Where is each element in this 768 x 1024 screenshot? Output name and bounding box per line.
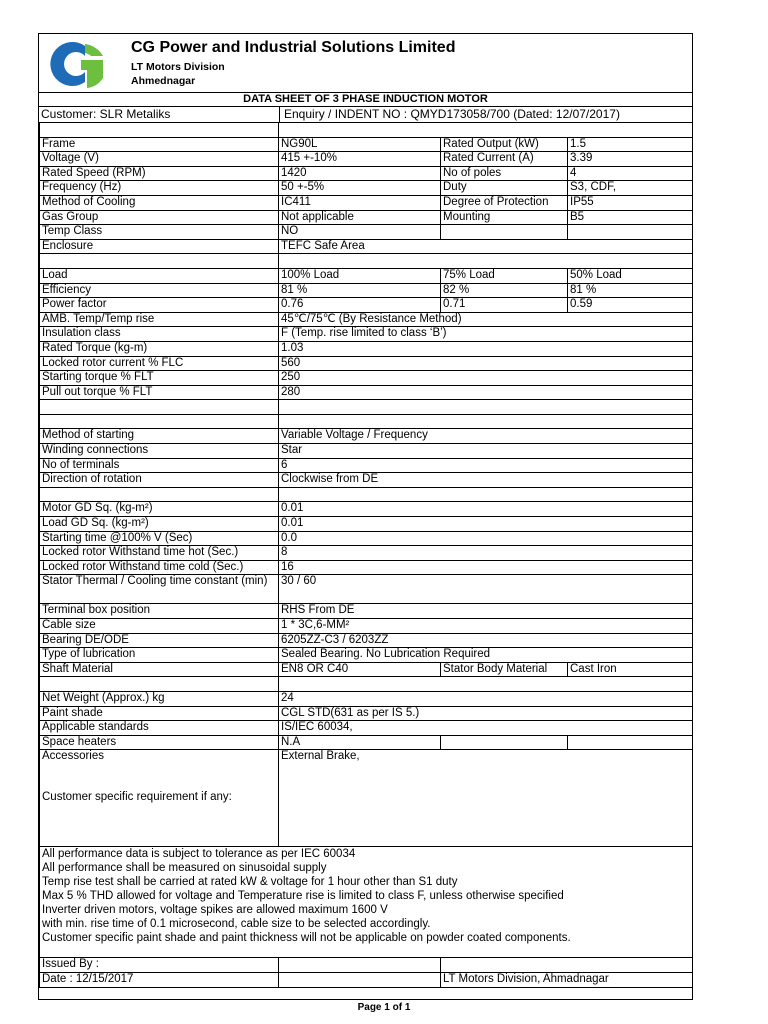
spec-value: 6 — [279, 458, 693, 473]
spec-value: 250 — [279, 371, 693, 386]
spec-value: EN8 OR C40 — [279, 662, 441, 677]
sheet-title: DATA SHEET OF 3 PHASE INDUCTION MOTOR — [39, 92, 692, 107]
blank-cell — [279, 254, 693, 269]
spec-row — [40, 517, 693, 532]
spec-label: Locked rotor Withstand time hot (Sec.) — [40, 546, 279, 561]
spec-row — [40, 225, 693, 240]
spec-label: Method of Cooling — [40, 195, 279, 210]
spec-label-2: 82 % — [441, 283, 568, 298]
spec-value-2: 3.39 — [568, 152, 693, 167]
spec-value: Star — [279, 444, 693, 459]
spec-row — [40, 312, 693, 327]
spec-row — [40, 721, 693, 736]
note-line: Customer specific paint shade and paint thickness will not be applicable on powder coated components. — [42, 932, 571, 945]
blank-cell — [568, 735, 693, 750]
customer-row — [39, 107, 692, 123]
spec-value: 280 — [279, 385, 693, 400]
spec-value: 45℃/75℃ (By Resistance Method) — [279, 312, 693, 327]
spec-label: Rated Torque (kg-m) — [40, 341, 279, 356]
blank-cell — [279, 487, 693, 502]
spec-value: 1420 — [279, 166, 441, 181]
data-sheet — [38, 33, 693, 1000]
spec-value: 81 % — [279, 283, 441, 298]
spec-label-2 — [441, 225, 568, 240]
blank-cell — [279, 123, 693, 138]
enquiry-number: Enquiry / INDENT NO : QMYD173058/700 (Dated: 12/07/2017) — [279, 107, 692, 122]
note-line: All performance shall be measured on sinusoidal supply — [42, 862, 327, 875]
notes-cell — [40, 847, 693, 958]
spec-value: CGL STD(631 as per IS 5.) — [279, 706, 693, 721]
division-name: LT Motors Division — [131, 61, 225, 73]
spec-value: 16 — [279, 560, 693, 575]
spec-row — [40, 619, 693, 634]
blank-cell — [40, 123, 279, 138]
spec-label: Frequency (Hz) — [40, 181, 279, 196]
spec-label: Load — [40, 268, 279, 283]
blank-cell — [40, 400, 279, 415]
spec-value-2: 1.5 — [568, 137, 693, 152]
spec-row — [40, 356, 693, 371]
spec-value: 30 / 60 — [279, 575, 693, 604]
spec-label-2: 75% Load — [441, 268, 568, 283]
spec-value: RHS From DE — [279, 604, 693, 619]
blank-row — [40, 414, 693, 429]
spec-row — [40, 458, 693, 473]
spec-label-2: 0.71 — [441, 298, 568, 313]
spec-value: Variable Voltage / Frequency — [279, 429, 693, 444]
spec-label: AMB. Temp/Temp rise — [40, 312, 279, 327]
spec-row — [40, 735, 693, 750]
spec-table — [39, 122, 693, 988]
blank-cell — [279, 972, 441, 987]
spec-label-2: Degree of Protection — [441, 195, 568, 210]
spec-label: Temp Class — [40, 225, 279, 240]
spec-row — [40, 531, 693, 546]
spec-row — [40, 283, 693, 298]
spec-row — [40, 239, 693, 254]
spec-value-2 — [568, 225, 693, 240]
spec-row — [40, 341, 693, 356]
spec-label: Rated Speed (RPM) — [40, 166, 279, 181]
spec-label: Power factor — [40, 298, 279, 313]
spec-value: IC411 — [279, 195, 441, 210]
spec-label: Motor GD Sq. (kg-m²) — [40, 502, 279, 517]
spec-label-2: Mounting — [441, 210, 568, 225]
spec-value: Clockwise from DE — [279, 473, 693, 488]
blank-row — [40, 123, 693, 138]
spec-value-2: 4 — [568, 166, 693, 181]
blank-cell — [279, 958, 441, 973]
accessories-cell — [40, 750, 279, 847]
spec-value-2: 50% Load — [568, 268, 693, 283]
spec-value: 100% Load — [279, 268, 441, 283]
company-header — [39, 34, 692, 93]
blank-cell — [40, 487, 279, 502]
blank-cell — [441, 958, 693, 973]
spec-label: Direction of rotation — [40, 473, 279, 488]
spec-value: N.A — [279, 735, 441, 750]
spec-label: Frame — [40, 137, 279, 152]
company-name: CG Power and Industrial Solutions Limited — [131, 39, 456, 56]
spec-value: NG90L — [279, 137, 441, 152]
spec-label: Method of starting — [40, 429, 279, 444]
spec-label: Space heaters — [40, 735, 279, 750]
spec-label: Bearing DE/ODE — [40, 633, 279, 648]
spec-label: Net Weight (Approx.) kg — [40, 691, 279, 706]
spec-row — [40, 648, 693, 663]
spec-value: IS/IEC 60034, — [279, 721, 693, 736]
spec-row — [40, 706, 693, 721]
spec-value: 0.01 — [279, 517, 693, 532]
spec-row — [40, 210, 693, 225]
spec-row — [40, 633, 693, 648]
spec-value: Sealed Bearing. No Lubrication Required — [279, 648, 693, 663]
spec-row — [40, 691, 693, 706]
spec-row — [40, 604, 693, 619]
spec-label: Efficiency — [40, 283, 279, 298]
note-line: with min. rise time of 0.1 microsecond, cable size to be selected accordingly. — [42, 918, 431, 931]
spec-value: F (Temp. rise limited to class ‘B’) — [279, 327, 693, 342]
spec-label: Insulation class — [40, 327, 279, 342]
spec-row — [40, 137, 693, 152]
spec-value: 1 * 3C,6-MM² — [279, 619, 693, 634]
spec-label: Locked rotor Withstand time cold (Sec.) — [40, 560, 279, 575]
spec-value-2: S3, CDF, — [568, 181, 693, 196]
note-line: Max 5 % THD allowed for voltage and Temperature rise is limited to class F, unless otherwise specified — [42, 890, 564, 903]
spec-row — [40, 371, 693, 386]
spec-row — [40, 268, 693, 283]
spec-row — [40, 429, 693, 444]
spec-value: 24 — [279, 691, 693, 706]
spec-row — [40, 662, 693, 677]
customer-requirement-label: Customer specific requirement if any: — [42, 791, 232, 804]
note-line: Inverter driven motors, voltage spikes are allowed maximum 1600 V — [42, 904, 388, 917]
spec-label: Gas Group — [40, 210, 279, 225]
blank-row — [40, 400, 693, 415]
spec-row — [40, 575, 693, 604]
spec-label-2: Duty — [441, 181, 568, 196]
spec-value: 0.01 — [279, 502, 693, 517]
blank-row — [40, 487, 693, 502]
spec-row — [40, 298, 693, 313]
spec-label-2: Stator Body Material — [441, 662, 568, 677]
spec-label-2: Rated Output (kW) — [441, 137, 568, 152]
customer-name: Customer: SLR Metaliks — [41, 107, 171, 121]
spec-label: Enclosure — [40, 239, 279, 254]
spec-row — [40, 473, 693, 488]
spec-row — [40, 546, 693, 561]
spec-value: 8 — [279, 546, 693, 561]
spec-label: Terminal box position — [40, 604, 279, 619]
page-footer: Page 1 of 1 — [357, 1002, 411, 1013]
spec-value: 560 — [279, 356, 693, 371]
spec-label-2: No of poles — [441, 166, 568, 181]
spec-label: Paint shade — [40, 706, 279, 721]
spec-row — [40, 181, 693, 196]
spec-value: 0.76 — [279, 298, 441, 313]
spec-value-2: Cast Iron — [568, 662, 693, 677]
note-line: Temp rise test shall be carried at rated kW & voltage for 1 hour other than S1 duty — [42, 876, 458, 889]
spec-row — [40, 152, 693, 167]
spec-value: TEFC Safe Area — [279, 239, 693, 254]
spec-row — [40, 385, 693, 400]
division-city: Ahmednagar — [131, 75, 196, 87]
spec-row — [40, 195, 693, 210]
blank-row — [40, 677, 693, 692]
note-line: All performance data is subject to tolerance as per IEC 60034 — [42, 848, 356, 861]
spec-value: 415 +-10% — [279, 152, 441, 167]
spec-label: Pull out torque % FLT — [40, 385, 279, 400]
date-row — [40, 972, 693, 987]
accessories-value: External Brake, — [279, 750, 693, 847]
blank-cell — [279, 400, 693, 415]
spec-label: Shaft Material — [40, 662, 279, 677]
spec-label: Starting torque % FLT — [40, 371, 279, 386]
spec-label: Locked rotor current % FLC — [40, 356, 279, 371]
spec-label: Winding connections — [40, 444, 279, 459]
spec-value: 50 +-5% — [279, 181, 441, 196]
blank-row — [40, 254, 693, 269]
spec-value-2: B5 — [568, 210, 693, 225]
date-label: Date : 12/15/2017 — [40, 972, 279, 987]
division-signature: LT Motors Division, Ahmadnagar — [441, 972, 693, 987]
issued-by-label: Issued By : — [40, 958, 279, 973]
spec-row — [40, 502, 693, 517]
spec-row — [40, 560, 693, 575]
spec-value-2: 81 % — [568, 283, 693, 298]
issued-row — [40, 958, 693, 973]
spec-label: Voltage (V) — [40, 152, 279, 167]
spec-value: NO — [279, 225, 441, 240]
spec-label: Starting time @100% V (Sec) — [40, 531, 279, 546]
blank-cell — [279, 677, 693, 692]
spec-label: Type of lubrication — [40, 648, 279, 663]
blank-cell — [279, 414, 693, 429]
spec-label: Applicable standards — [40, 721, 279, 736]
spec-row — [40, 444, 693, 459]
spec-label: Cable size — [40, 619, 279, 634]
blank-cell — [40, 254, 279, 269]
spec-value: Not applicable — [279, 210, 441, 225]
blank-cell — [40, 414, 279, 429]
spec-value: 6205ZZ-C3 / 6203ZZ — [279, 633, 693, 648]
spec-value: 1.03 — [279, 341, 693, 356]
cg-logo-icon — [47, 38, 107, 90]
spec-label: Stator Thermal / Cooling time constant (min) — [40, 575, 279, 604]
spec-label: Load GD Sq. (kg-m²) — [40, 517, 279, 532]
spec-value-2: 0.59 — [568, 298, 693, 313]
spec-row — [40, 327, 693, 342]
blank-cell — [40, 677, 279, 692]
accessories-label: Accessories — [42, 750, 104, 763]
spec-label: No of terminals — [40, 458, 279, 473]
spec-value: 0.0 — [279, 531, 693, 546]
spec-row — [40, 166, 693, 181]
spec-value-2: IP55 — [568, 195, 693, 210]
accessories-row — [40, 750, 693, 847]
spec-label-2: Rated Current (A) — [441, 152, 568, 167]
notes-row — [40, 847, 693, 958]
blank-cell — [441, 735, 568, 750]
